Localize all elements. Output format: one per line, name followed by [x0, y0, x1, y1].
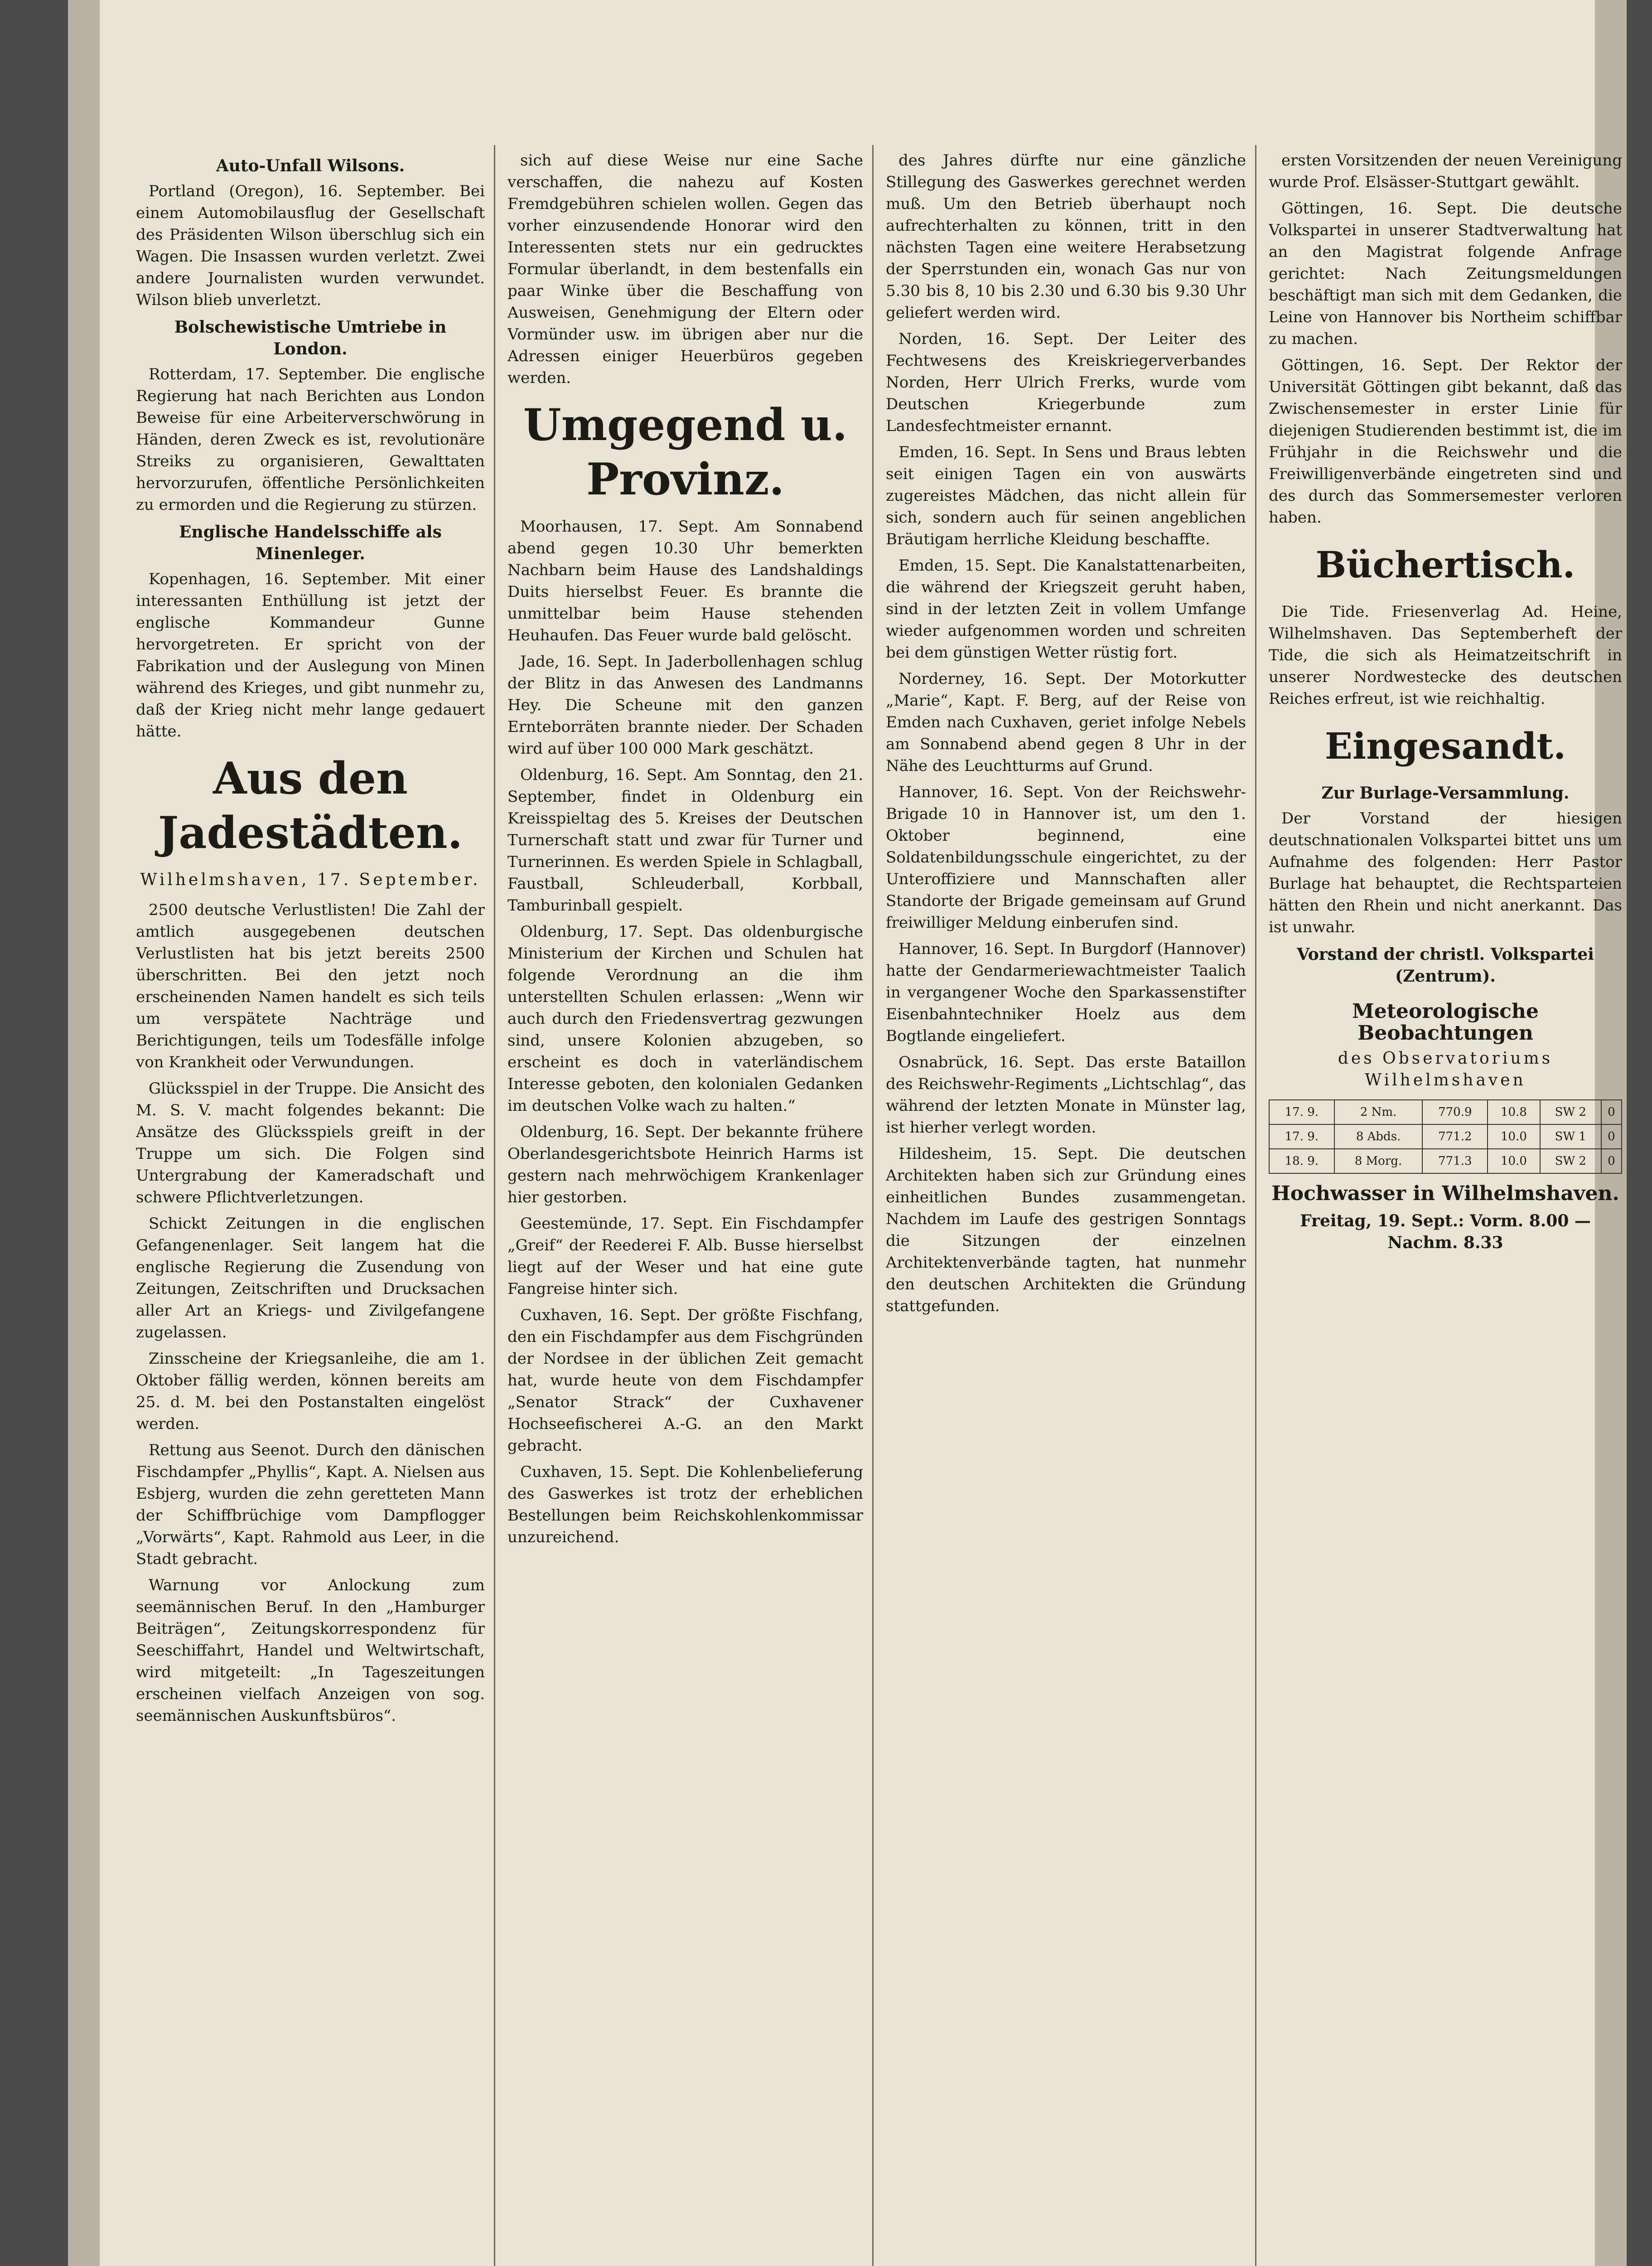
article-text: Die Tide. Friesenverlag Ad. Heine, Wilhelmshaven. Das Septemberheft der Tide, die sich als Heimatzeitschrift in unserer Nordwestecke des deutschen Reiches erfreut, ist wie reichhaltig. [1269, 603, 1622, 708]
article-text: Göttingen, 16. Sept. Der Rektor der Universität Göttingen gibt bekannt, daß das Zwischensemester in erster Linie für diejenigen Studierenden bestimmt ist, die im Frühjahr in die Reichswehr und die Freiwilligenverbände eingetreten sind und des durch das Sommersemester verloren haben. [1269, 356, 1622, 527]
weather-cell: SW 2 [1540, 1149, 1601, 1173]
column-rule [494, 145, 495, 2266]
article-text: Jade, 16. Sept. In Jaderbollenhagen schlug der Blitz in das Anwesen des Landmanns Hey. Die Scheune mit den ganzen Ernteborräten brannte nieder. Der Schaden wird auf über 100 000 Mark geschätzt. [507, 653, 863, 758]
column-1 [136, 150, 485, 2266]
article-text: Emden, 15. Sept. Die Kanalstattenarbeiten, die während der Kriegszeit geruht haben, sind in der letzten Zeit in vollem Umfange wieder aufgenommen worden und schreiten bei dem günstigen Wetter rüstig fort. [886, 557, 1246, 662]
weather-cell: 0 [1601, 1124, 1622, 1149]
article-text: Hannover, 16. Sept. In Burgdorf (Hannover) hatte der Gendarmeriewachtmeister Taalich in vergangener Woche den Sparkassenstifter Eisenbahntechniker Hoelz aus dem Bogtlande eingeliefert. [886, 940, 1246, 1045]
weather-cell: 18. 9. [1269, 1149, 1334, 1173]
weather-cell: SW 2 [1540, 1100, 1601, 1124]
weather-subtitle: des Observatoriums Wilhelmshaven [1338, 1049, 1553, 1089]
article-text: Moorhausen, 17. Sept. Am Sonnabend abend gegen 10.30 Uhr bemerkten Nachbarn beim Hause des Landshaldings Duits hierselbst Feuer. Es brannte die unmittelbar beim Hause stehenden Heuhaufen. Das Feuer wurde bald gelöscht. [507, 518, 863, 644]
article-heading: Bolschewistische Umtriebe in London. [174, 318, 447, 358]
article-text: des Jahres dürfte nur eine gänzliche Stillegung des Gaswerkes gerechnet werden muß. Um den Betrieb überhaupt noch aufrechterhalten zu können, tritt in den nächsten Tagen eine weitere Herabsetzung der Sperrstunden ein, wonach Gas nur von 5.30 bis 8, 10 bis 2.30 und 6.30 bis 9.30 Uhr geliefert werden wird. [886, 151, 1246, 322]
article-text: Der Vorstand der hiesigen deutschnationalen Volkspartei bittet uns um Aufnahme des folgenden: Herr Pastor Burlage hat behauptet, die Rechtsparteien hätten den Rhein und nicht anerkannt. Das ist unwahr. [1269, 809, 1622, 936]
page-left-edge [68, 0, 100, 2266]
column-3 [886, 150, 1246, 2266]
article-text: ersten Vorsitzenden der neuen Vereinigung wurde Prof. Elsässer-Stuttgart gewählt. [1269, 151, 1622, 191]
section-title: Umgegend u. Provinz. [523, 399, 848, 505]
article-text: sich auf diese Weise nur eine Sache verschaffen, die nahezu auf Kosten Fremdgebühren schielen wollen. Gegen das vorher einzusendende Honorar wird den Interessenten stets nur ein gedrucktes Formular überlandt, in dem bestenfalls ein paar Winke über die Beschaffung von Ausweisen, Genehmigung der Eltern oder Vormünder usw. im übrigen aber nur die Adressen einiger Heuerbüros gegeben werden. [507, 151, 863, 387]
article-text: Emden, 16. Sept. In Sens und Braus lebten seit einigen Tagen ein von auswärts zugereistes Mädchen, das nicht allein für sich, sondern auch für seinen angeblichen Bräutigam herrliche Kleidung beschaffte. [886, 443, 1246, 548]
column-4 [1269, 150, 1622, 2266]
weather-cell: 0 [1601, 1100, 1622, 1124]
article-text: Schickt Zeitungen in die englischen Gefangenenlager. Seit langem hat die englische Regierung die Zusendung von Zeitungen, Zeitschriften und Drucksachen aller Art an Kriegs- und Zivilgefangene zugelassen. [136, 1215, 485, 1341]
article-text: Glücksspiel in der Truppe. Die Ansicht des M. S. V. macht folgendes bekannt: Die Ansätze des Glücksspiels greift in der Truppe um sich. Die Folgen sind Untergrabung der Kameradschaft und schwere Pflichtverletzungen. [136, 1080, 485, 1206]
article-text: Oldenburg, 16. Sept. Der bekannte frühere Oberlandesgerichtsbote Heinrich Harms ist gestern nach mehrwöchigem Krankenlager hier gestorben. [507, 1123, 863, 1206]
weather-cell: 10.8 [1488, 1100, 1540, 1124]
weather-cell: 10.0 [1488, 1149, 1540, 1173]
article-text: Norden, 16. Sept. Der Leiter des Fechtwesens des Kreiskriegerverbandes Norden, Herr Ulrich Frerks, wurde vom Deutschen Kriegerbunde zum Landesfechtmeister ernannt. [886, 330, 1246, 435]
weather-cell: 8 Morg. [1334, 1149, 1423, 1173]
article-text: Kopenhagen, 16. September. Mit einer interessanten Enthüllung ist jetzt der englische Kommandeur Gunne hervorgetreten. Er spricht von der Fabrikation und der Auslegung von Minen während des Krieges, und gibt nunmehr zu, daß der Krieg nicht mehr lange gedauert hätte. [136, 570, 485, 741]
weather-title: Meteorologische Beobachtungen [1352, 1000, 1539, 1045]
article-text: 2500 deutsche Verlustlisten! Die Zahl der amtlich ausgegebenen deutschen Verlustlisten hat bis jetzt bereits 2500 überschritten. Bei den jetzt noch erscheinenden Namen handelt es sich teils um verspätete Nachträge und Berichtigungen, teils um Todesfälle infolge von Krankheit oder Verwundungen. [136, 901, 485, 1071]
weather-cell: 771.2 [1422, 1124, 1488, 1149]
weather-cell: 17. 9. [1269, 1124, 1334, 1149]
column-2 [507, 150, 863, 2266]
dateline: Wilhelmshaven, 17. September. [140, 871, 481, 889]
article-text: Hannover, 16. Sept. Von der Reichswehr-Brigade 10 in Hannover ist, um den 1. Oktober beginnend, eine Soldatenbildungsschule eingerichtet, zu der Unteroffiziere und Mannschaften aller Standorte der Brigade gemeinsam auf Grund freiwilliger Meldung einberufen sind. [886, 783, 1246, 932]
column-rule [872, 145, 874, 2266]
article-text: Portland (Oregon), 16. September. Bei einem Automobilausflug der Gesellschaft des Präsidenten Wilson überschlug sich ein Wagen. Die Insassen wurden verletzt. Zwei andere Journalisten wurden verwundet. Wilson blieb unverletzt. [136, 182, 485, 309]
tide-line: Freitag, 19. Sept.: Vorm. 8.00 — Nachm. 8.33 [1300, 1211, 1591, 1252]
article-text: Göttingen, 16. Sept. Die deutsche Volkspartei in unserer Stadtverwaltung hat an den Magistrat folgende Anfrage gerichtet: Nach Zeitungsmeldungen beschäftigt man sich mit dem Gedanken, die Leine von Hannover bis Northeim schiffbar zu machen. [1269, 199, 1622, 348]
article-text: Rettung aus Seenot. Durch den dänischen Fischdampfer „Phyllis“, Kapt. A. Nielsen aus Esbjerg, wurden die zehn geretteten Mann der Schiffbrüchige vom Dampflogger „Vorwärts“, Kapt. Rahmold aus Leer, in die Stadt gebracht. [136, 1441, 485, 1568]
article-text: Hildesheim, 15. Sept. Die deutschen Architekten haben sich zur Gründung eines einheitlichen Bundes zusammengetan. Nachdem im Laufe des gestrigen Sonntags die Sitzungen der einzelnen Architektenverbände tagten, hat nunmehr den deutschen Architekten die Gründung stattgefunden. [886, 1145, 1246, 1315]
section-title: Eingesandt. [1324, 725, 1566, 767]
weather-cell: 2 Nm. [1334, 1100, 1423, 1124]
weather-table [1269, 1099, 1622, 1174]
article-text: Rotterdam, 17. September. Die englische Regierung hat nach Berichten aus London Beweise für eine Arbeiterverschwörung in Händen, deren Zweck es ist, revolutionäre Streiks zu organisieren, Gewalttaten hervorzurufen, öffentliche Persönlichkeiten zu ermorden und die Regierung zu stürzen. [136, 365, 485, 514]
article-text: Cuxhaven, 15. Sept. Die Kohlenbelieferung des Gaswerkes ist trotz der erheblichen Bestellungen beim Reichskohlenkommissar unzureichend. [507, 1463, 863, 1546]
weather-cell: 8 Abds. [1334, 1124, 1423, 1149]
weather-cell: 0 [1601, 1149, 1622, 1173]
column-rule [1255, 145, 1256, 2266]
weather-row [1269, 1100, 1622, 1124]
article-text: Norderney, 16. Sept. Der Motorkutter „Marie“, Kapt. F. Berg, auf der Reise von Emden nach Cuxhaven, geriet infolge Nebels am Sonnabend abend gegen 8 Uhr in der Nähe des Leuchtturms auf Grund. [886, 670, 1246, 775]
article-text: Warnung vor Anlockung zum seemännischen Beruf. In den „Hamburger Beiträgen“, Zeitungskorrespondenz für Seeschiffahrt, Handel und Weltwirtschaft, wird mitgeteilt: „In Tageszeitungen erscheinen vielfach Anzeigen von sog. seemännischen Auskunftsbüros“. [136, 1576, 485, 1725]
signature-line: Vorstand der christl. Volkspartei (Zentrum). [1297, 945, 1594, 986]
section-title: Büchertisch. [1315, 543, 1575, 586]
weather-cell: 10.0 [1488, 1124, 1540, 1149]
article-text: Oldenburg, 17. Sept. Das oldenburgische Ministerium der Kirchen und Schulen hat folgende Verordnung an die ihm unterstellten Schulen erlassen: „Wenn wir auch durch den Friedensvertrag gezwungen sind, unsere Kolonien abzugeben, so erscheint es doch in vaterländischem Interesse geboten, den kolonialen Gedanken im deutschen Volke wach zu halten.“ [507, 923, 863, 1115]
weather-cell: 770.9 [1422, 1100, 1488, 1124]
weather-cell: 17. 9. [1269, 1100, 1334, 1124]
article-text: Oldenburg, 16. Sept. Am Sonntag, den 21. September, findet in Oldenburg ein Kreisspieltag des 5. Kreises der Deutschen Turnerschaft statt und zwar für Turner und Turnerinnen. Es werden Spiele in Schlagball, Faustball, Schleuderball, Korbball, Tamburinball gespielt. [507, 766, 863, 915]
weather-cell: 771.3 [1422, 1149, 1488, 1173]
article-heading: Zur Burlage-Versammlung. [1321, 784, 1570, 803]
weather-cell: SW 1 [1540, 1124, 1601, 1149]
article-text: Osnabrück, 16. Sept. Das erste Bataillon des Reichswehr-Regiments „Lichtschlag“, das während der letzten Monate in Münster lag, ist hierher verlegt worden. [886, 1053, 1246, 1137]
weather-row [1269, 1149, 1622, 1173]
article-text: Zinsscheine der Kriegsanleihe, die am 1. Oktober fällig werden, können bereits am 25. d. M. bei den Postanstalten eingelöst werden. [136, 1350, 485, 1433]
section-title: Aus den Jadestädten. [158, 753, 463, 858]
article-text: Cuxhaven, 16. Sept. Der größte Fischfang, den ein Fischdampfer aus dem Fischgründen der Nordsee in der üblichen Zeit gemacht hat, wurde heute von dem Fischdampfer „Senator Strack“ der Cuxhavener Hochseefischerei A.-G. an den Markt gebracht. [507, 1306, 863, 1455]
tide-title: Hochwasser in Wilhelmshaven. [1271, 1182, 1619, 1205]
weather-row [1269, 1124, 1622, 1149]
article-heading: Auto-Unfall Wilsons. [216, 156, 405, 175]
article-heading: Englische Handelsschiffe als Minenleger. [179, 523, 442, 563]
article-text: Geestemünde, 17. Sept. Ein Fischdampfer „Greif“ der Reederei F. Alb. Busse hierselbst liegt auf der Weser und hat eine gute Fangreise hinter sich. [507, 1215, 863, 1298]
